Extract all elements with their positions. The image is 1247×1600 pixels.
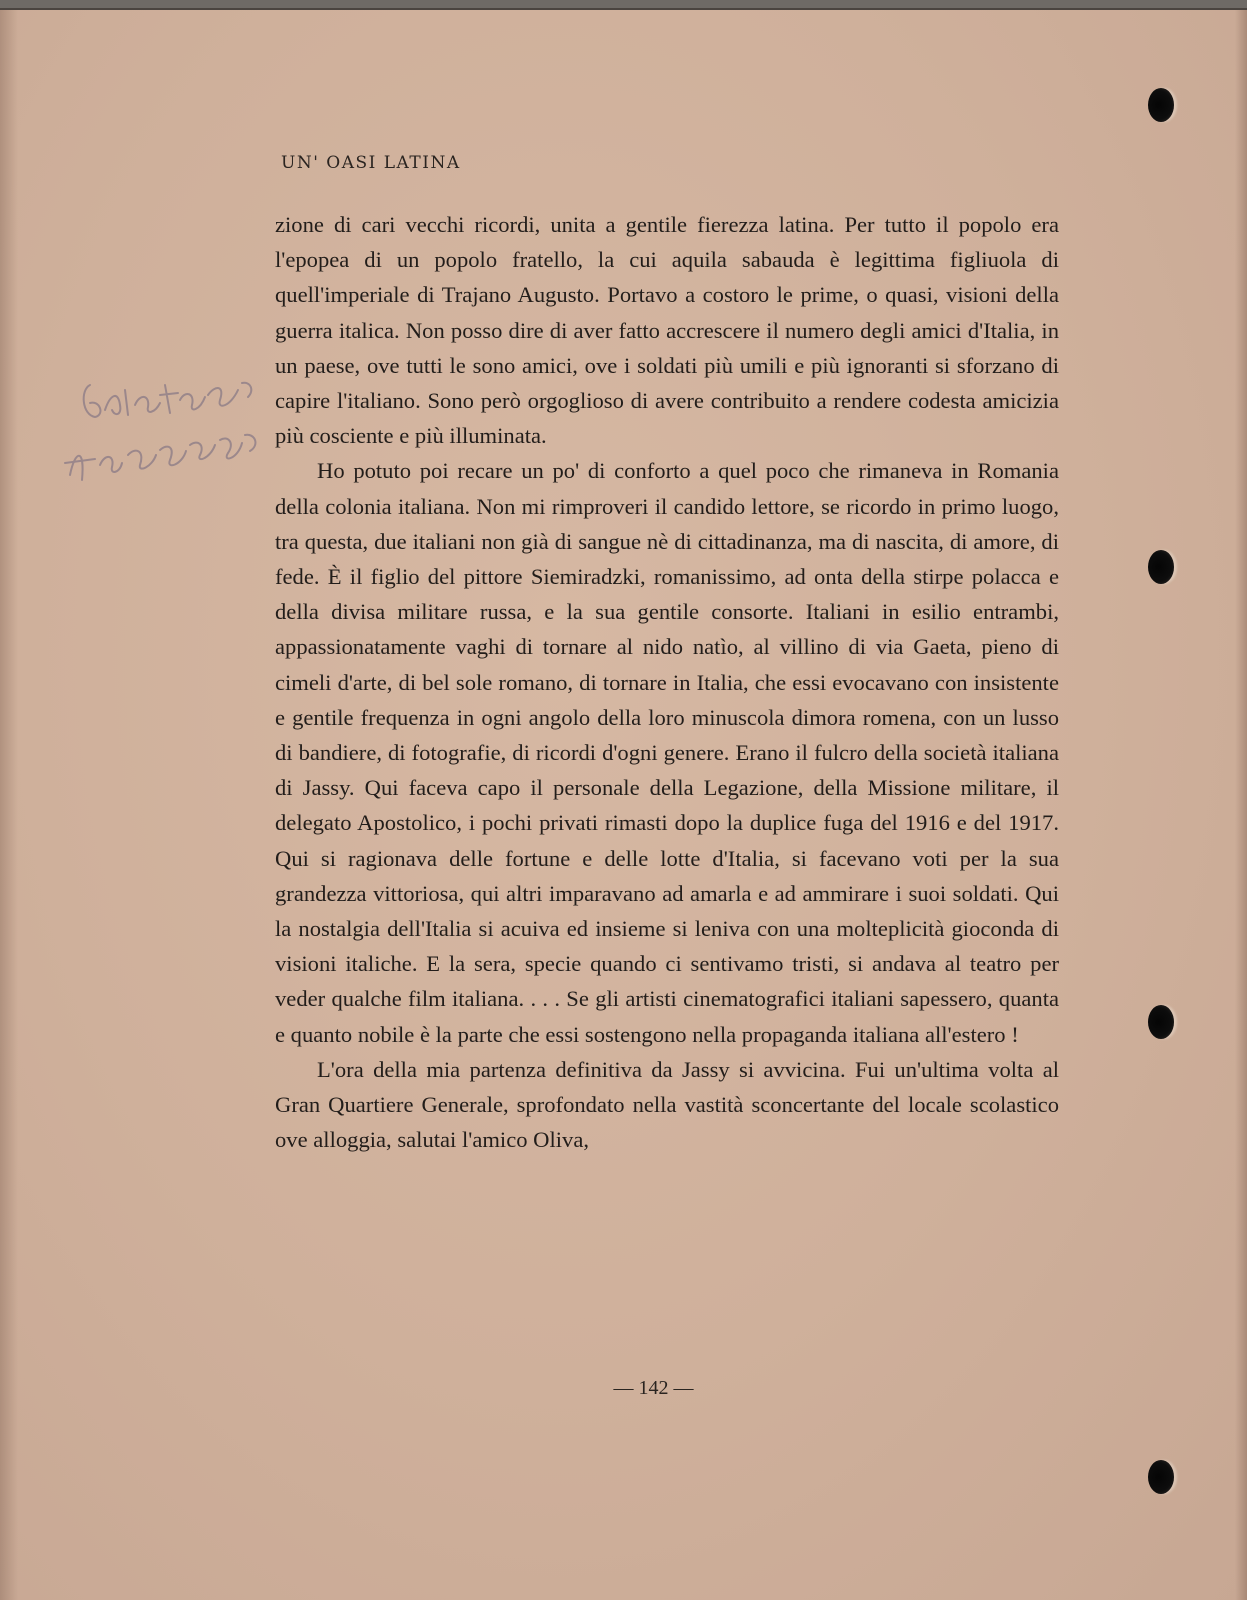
paragraph: Ho potuto poi recare un po' di conforto a quel poco che rimaneva in Romania della colonia italiana. Non mi rimproveri il candido lettore, se ricordo in primo luogo, tra questa, due italiani non già di sangue nè di cittadinanza, ma di nascita, di amore, di fede. È il figlio del pittore Siemiradzki, romanissimo, ad onta della stirpe polacca e della divisa militare russa, e la sua gentile consorte. Italiani in esilio entrambi, appassionatamente vaghi di tornare al nido natìo, al villino di via Gaeta, pieno di cimeli d'arte, di bel sole romano, di tornare in Italia, che essi evocavano con insistente e gentile frequenza in ogni angolo della loro minuscola dimora romena, con un lusso di bandiere, di fotografie, di ricordi d'ogni genere. Erano il fulcro della società italiana di Jassy. Qui faceva capo il personale della Legazione, della Missione militare, il delegato Apostolico, i pochi privati rimasti dopo la duplice fuga del 1916 e del 1917. Qui si ragionava delle fortune e delle lotte d'Italia, si facevano voti per la sua grandezza vittoriosa, qui altri imparavano ad amarla e ad ammirare i suoi soldati. Qui la nostalgia dell'Italia si acuiva ed insieme si leniva con una molteplicità gioconda di visioni italiche. E la sera, specie quando ci sentivamo tristi, si andava al teatro per veder qualche film italiana. . . . Se gli artisti cinematografici italiani sapessero, quanta e quanto nobile è la parte che essi sostengono nella propaganda italiana all'estero !	[275, 458, 1059, 1047]
binder-hole	[1148, 88, 1174, 122]
handwritten-signature	[60, 355, 270, 515]
right-edge-shadow	[1235, 10, 1247, 1600]
binder-hole	[1148, 550, 1174, 584]
binder-hole	[1148, 1005, 1174, 1039]
paragraph: zione di cari vecchi ricordi, unita a gentile fierezza latina. Per tutto il popolo era l'epopea di un popolo fratello, la cui aquila sabauda è legittima figliuola di quell'imperiale di Trajano Augusto. Portavo a costoro le prime, o quasi, visioni della guerra italica. Non posso dire di aver fatto accrescere il numero degli amici d'Italia, in un paese, ove tutti le sono amici, ove i soldati più umili e più ignoranti si sforzano di capire l'italiano. Sono però orgoglioso di avere contribuito a rendere codesta amicizia più cosciente e più illuminata.	[275, 212, 1059, 449]
body-text	[275, 207, 1059, 1157]
running-head: UN' OASI LATINA	[281, 153, 461, 173]
page-number: — 142 —	[613, 1377, 694, 1399]
left-edge-shadow	[0, 10, 18, 1600]
paragraph: L'ora della mia partenza definitiva da Jassy si avvicina. Fui un'ultima volta al Gran Quartiere Generale, sprofondato nella vastità sconcertante del locale scolastico ove alloggia, salutai l'amico Oliva,	[275, 1056, 1059, 1153]
document-page	[0, 8, 1247, 1600]
binder-hole	[1148, 1460, 1174, 1494]
